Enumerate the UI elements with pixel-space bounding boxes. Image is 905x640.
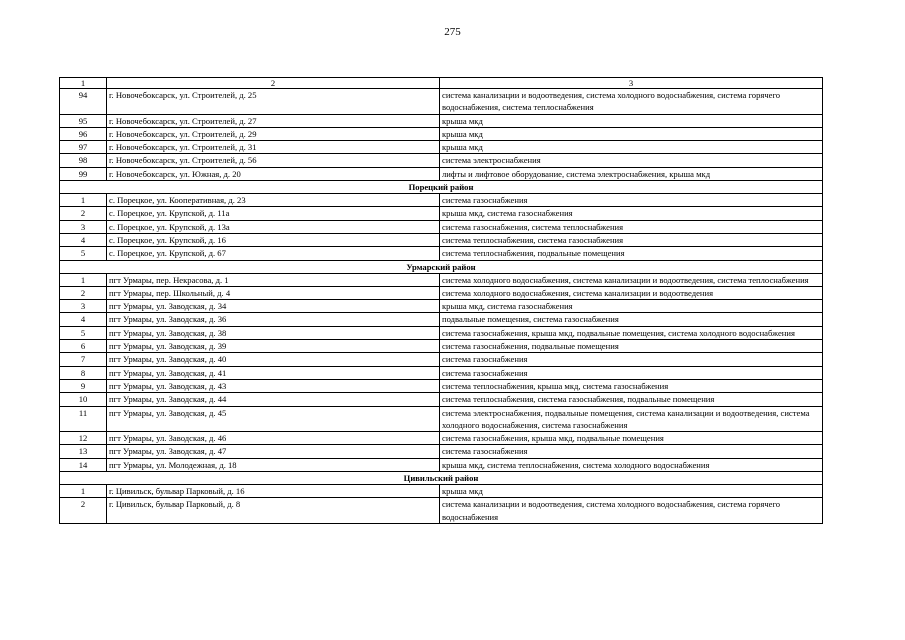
table-row bbox=[60, 167, 823, 180]
row-address: пгт Урмары, ул. Заводская, д. 41 bbox=[107, 366, 440, 379]
table-row bbox=[60, 379, 823, 392]
row-address: г. Цивильск, бульвар Парковый, д. 16 bbox=[107, 485, 440, 498]
table-row bbox=[60, 393, 823, 406]
row-number: 5 bbox=[60, 326, 107, 339]
table-row bbox=[60, 220, 823, 233]
row-number: 6 bbox=[60, 340, 107, 353]
page-number: 275 bbox=[444, 26, 461, 38]
row-address: пгт Урмары, ул. Заводская, д. 47 bbox=[107, 445, 440, 458]
row-address: пгт Урмары, ул. Заводская, д. 43 bbox=[107, 379, 440, 392]
table-row bbox=[60, 445, 823, 458]
district-heading-row bbox=[60, 260, 823, 273]
row-number: 8 bbox=[60, 366, 107, 379]
row-systems: система холодного водоснабжения, система канализации и водоотведения, система теплоснабжения bbox=[440, 273, 823, 286]
table-row bbox=[60, 406, 823, 432]
row-number: 10 bbox=[60, 393, 107, 406]
table-row bbox=[60, 247, 823, 260]
table-row bbox=[60, 207, 823, 220]
district-heading: Урмарский район bbox=[60, 260, 823, 273]
row-systems: крыша мкд, система газоснабжения bbox=[440, 300, 823, 313]
row-number: 96 bbox=[60, 127, 107, 140]
row-number: 4 bbox=[60, 313, 107, 326]
table-row bbox=[60, 154, 823, 167]
table-row bbox=[60, 114, 823, 127]
row-address: г. Новочебоксарск, ул. Южная, д. 20 bbox=[107, 167, 440, 180]
row-systems: система газоснабжения bbox=[440, 366, 823, 379]
row-systems: система газоснабжения bbox=[440, 445, 823, 458]
row-systems: система теплоснабжения, подвальные помещения bbox=[440, 247, 823, 260]
row-address: пгт Урмары, ул. Заводская, д. 44 bbox=[107, 393, 440, 406]
header-col-1: 1 bbox=[60, 78, 107, 89]
row-systems: лифты и лифтовое оборудование, система электроснабжения, крыша мкд bbox=[440, 167, 823, 180]
row-address: пгт Урмары, ул. Молодежная, д. 18 bbox=[107, 458, 440, 471]
district-heading: Порецкий район bbox=[60, 181, 823, 194]
row-number: 4 bbox=[60, 233, 107, 246]
table-row bbox=[60, 366, 823, 379]
table-row bbox=[60, 89, 823, 115]
row-systems: крыша мкд, система газоснабжения bbox=[440, 207, 823, 220]
row-address: пгт Урмары, пер. Школьный, д. 4 bbox=[107, 286, 440, 299]
header-col-2: 2 bbox=[107, 78, 440, 89]
row-systems: система электроснабжения, подвальные помещения, система канализации и водоотведения, система холодного водоснабжения, система газоснабжения bbox=[440, 406, 823, 432]
row-number: 97 bbox=[60, 141, 107, 154]
row-systems: крыша мкд, система теплоснабжения, система холодного водоснабжения bbox=[440, 458, 823, 471]
row-systems: система электроснабжения bbox=[440, 154, 823, 167]
row-number: 98 bbox=[60, 154, 107, 167]
row-number: 5 bbox=[60, 247, 107, 260]
row-address: пгт Урмары, ул. Заводская, д. 36 bbox=[107, 313, 440, 326]
table-row bbox=[60, 498, 823, 524]
row-address: г. Новочебоксарск, ул. Строителей, д. 56 bbox=[107, 154, 440, 167]
row-address: пгт Урмары, ул. Заводская, д. 38 bbox=[107, 326, 440, 339]
table-row bbox=[60, 458, 823, 471]
table-row bbox=[60, 141, 823, 154]
row-address: с. Порецкое, ул. Крупской, д. 11а bbox=[107, 207, 440, 220]
row-number: 2 bbox=[60, 286, 107, 299]
row-number: 1 bbox=[60, 273, 107, 286]
row-number: 11 bbox=[60, 406, 107, 432]
table-row bbox=[60, 286, 823, 299]
table-row bbox=[60, 300, 823, 313]
row-systems: система теплоснабжения, система газоснабжения bbox=[440, 233, 823, 246]
row-systems: система газоснабжения, крыша мкд, подвальные помещения, система холодного водоснабжения bbox=[440, 326, 823, 339]
row-address: с. Порецкое, ул. Крупской, д. 13а bbox=[107, 220, 440, 233]
row-address: пгт Урмары, пер. Некрасова, д. 1 bbox=[107, 273, 440, 286]
row-address: с. Порецкое, ул. Крупской, д. 16 bbox=[107, 233, 440, 246]
table-row bbox=[60, 313, 823, 326]
row-address: пгт Урмары, ул. Заводская, д. 34 bbox=[107, 300, 440, 313]
row-systems: система канализации и водоотведения, система холодного водоснабжения, система горячего водоснабжения bbox=[440, 498, 823, 524]
row-address: пгт Урмары, ул. Заводская, д. 46 bbox=[107, 432, 440, 445]
row-number: 14 bbox=[60, 458, 107, 471]
header-col-3: 3 bbox=[440, 78, 823, 89]
table-row bbox=[60, 273, 823, 286]
row-address: пгт Урмары, ул. Заводская, д. 45 bbox=[107, 406, 440, 432]
row-systems: система холодного водоснабжения, система канализации и водоотведения bbox=[440, 286, 823, 299]
row-address: г. Новочебоксарск, ул. Строителей, д. 27 bbox=[107, 114, 440, 127]
row-address: г. Новочебоксарск, ул. Строителей, д. 25 bbox=[107, 89, 440, 115]
row-number: 7 bbox=[60, 353, 107, 366]
row-address: г. Новочебоксарск, ул. Строителей, д. 31 bbox=[107, 141, 440, 154]
table-row bbox=[60, 485, 823, 498]
row-address: с. Порецкое, ул. Крупской, д. 67 bbox=[107, 247, 440, 260]
row-number: 9 bbox=[60, 379, 107, 392]
row-number: 13 bbox=[60, 445, 107, 458]
table-header-row bbox=[60, 78, 823, 89]
row-number: 95 bbox=[60, 114, 107, 127]
district-heading: Цивильский район bbox=[60, 472, 823, 485]
row-address: с. Порецкое, ул. Кооперативная, д. 23 bbox=[107, 194, 440, 207]
row-address: пгт Урмары, ул. Заводская, д. 39 bbox=[107, 340, 440, 353]
row-systems: подвальные помещения, система газоснабжения bbox=[440, 313, 823, 326]
table-row bbox=[60, 432, 823, 445]
row-systems: крыша мкд bbox=[440, 485, 823, 498]
row-systems: система газоснабжения bbox=[440, 353, 823, 366]
row-number: 99 bbox=[60, 167, 107, 180]
row-number: 2 bbox=[60, 498, 107, 524]
table-row bbox=[60, 127, 823, 140]
row-address: пгт Урмары, ул. Заводская, д. 40 bbox=[107, 353, 440, 366]
table-row bbox=[60, 326, 823, 339]
row-number: 94 bbox=[60, 89, 107, 115]
row-number: 2 bbox=[60, 207, 107, 220]
row-systems: система теплоснабжения, система газоснабжения, подвальные помещения bbox=[440, 393, 823, 406]
row-number: 1 bbox=[60, 485, 107, 498]
table-row bbox=[60, 233, 823, 246]
building-systems-table bbox=[59, 77, 823, 524]
table-row bbox=[60, 340, 823, 353]
row-systems: крыша мкд bbox=[440, 141, 823, 154]
row-number: 1 bbox=[60, 194, 107, 207]
row-address: г. Новочебоксарск, ул. Строителей, д. 29 bbox=[107, 127, 440, 140]
row-number: 3 bbox=[60, 300, 107, 313]
row-systems: система теплоснабжения, крыша мкд, система газоснабжения bbox=[440, 379, 823, 392]
row-systems: крыша мкд bbox=[440, 114, 823, 127]
row-systems: система канализации и водоотведения, система холодного водоснабжения, система горячего водоснабжения, система теплоснабжения bbox=[440, 89, 823, 115]
row-systems: крыша мкд bbox=[440, 127, 823, 140]
row-number: 12 bbox=[60, 432, 107, 445]
row-systems: система газоснабжения, система теплоснабжения bbox=[440, 220, 823, 233]
row-systems: система газоснабжения, подвальные помещения bbox=[440, 340, 823, 353]
table-row bbox=[60, 353, 823, 366]
row-systems: система газоснабжения, крыша мкд, подвальные помещения bbox=[440, 432, 823, 445]
row-number: 3 bbox=[60, 220, 107, 233]
district-heading-row bbox=[60, 181, 823, 194]
district-heading-row bbox=[60, 472, 823, 485]
row-systems: система газоснабжения bbox=[440, 194, 823, 207]
table-row bbox=[60, 194, 823, 207]
row-address: г. Цивильск, бульвар Парковый, д. 8 bbox=[107, 498, 440, 524]
